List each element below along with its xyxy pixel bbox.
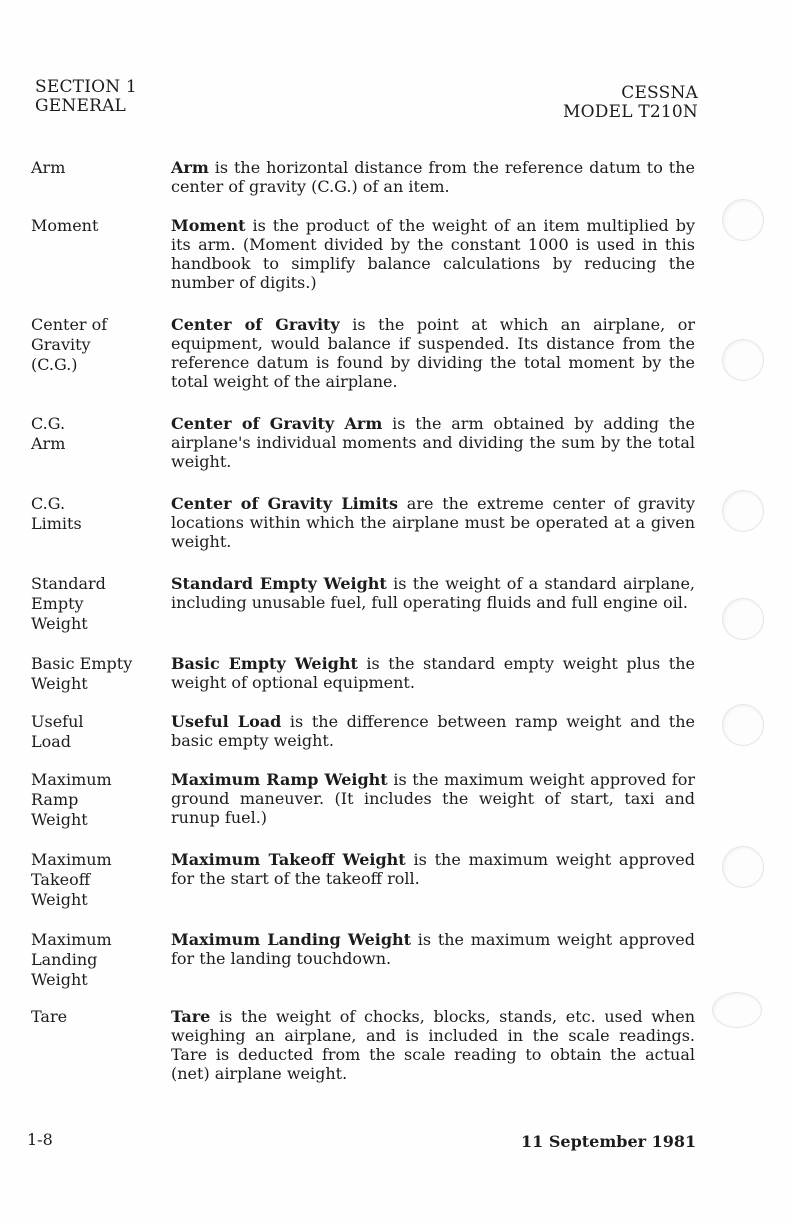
page-header-right [563,84,698,122]
glossary-definition: Center of Gravity Limits are the extreme center of gravity locations within which the airplane must be operated at a given weight. [171,494,695,551]
glossary-term: Basic Empty Weight [31,654,133,693]
glossary-definition: Standard Empty Weight is the weight of a standard airplane, including unusable fuel, full operating fluids and full engine oil. [171,574,696,612]
glossary-term: C.G. Limits [31,494,82,533]
glossary-definition: Maximum Ramp Weight is the maximum weight approved for ground maneuver. (It includes the weight of start, taxi and runup fuel.) [171,770,696,827]
glossary-term: Useful Load [31,712,84,751]
glossary-term: Maximum Takeoff Weight [31,850,112,909]
glossary-definition: Maximum Landing Weight is the maximum weight approved for the landing touchdown. [171,930,695,968]
glossary-definition: Center of Gravity Arm is the arm obtained by adding the airplane's individual moments and dividing the sum by the total weight. [171,414,696,471]
model-name: MODEL T210N [563,102,698,122]
revision-date: 11 September 1981 [521,1132,697,1151]
glossary-term: Tare [31,1007,68,1026]
glossary-definition: Center of Gravity is the point at which an airplane, or equipment, would balance if suspended. Its distance from the reference datum is found by dividing the total moment by the total weight of the airplane. [171,315,696,391]
binder-hole [722,490,764,532]
page-number: 1-8 [27,1130,53,1149]
section-name: GENERAL [35,96,127,116]
glossary-term: Arm [31,158,66,177]
glossary-definition: Moment is the product of the weight of an item multiplied by its arm. (Moment divided by the constant 1000 is used in this handbook to simplify balance calculations by reducing the number of digits.) [171,216,695,292]
glossary-definition: Basic Empty Weight is the standard empty weight plus the weight of optional equipment. [171,654,695,692]
section-number: SECTION 1 [35,77,137,97]
glossary-term: Maximum Landing Weight [31,930,112,989]
glossary-term: Moment [31,216,99,235]
page-header-left [35,78,137,116]
glossary-definition: Useful Load is the difference between ramp weight and the basic empty weight. [171,712,695,750]
glossary-definition: Arm is the horizontal distance from the reference datum to the center of gravity (C.G.) of an item. [171,158,695,196]
glossary-term: C.G. Arm [31,414,66,453]
binder-hole [722,704,764,746]
glossary-term: Standard Empty Weight [31,574,106,633]
binder-hole [722,339,764,381]
brand-name: CESSNA [621,83,698,103]
binder-hole [722,598,764,640]
glossary-definition: Maximum Takeoff Weight is the maximum weight approved for the start of the takeoff roll. [171,850,695,888]
glossary-term: Maximum Ramp Weight [31,770,112,829]
glossary-definition: Tare is the weight of chocks, blocks, stands, etc. used when weighing an airplane, and is included in the scale readings. Tare is deducted from the scale reading to obtain the actual (net) airplane weight. [171,1007,695,1083]
binder-hole [712,992,762,1028]
binder-hole [722,846,764,888]
binder-hole [722,199,764,241]
glossary-term: Center of Gravity (C.G.) [31,315,108,374]
